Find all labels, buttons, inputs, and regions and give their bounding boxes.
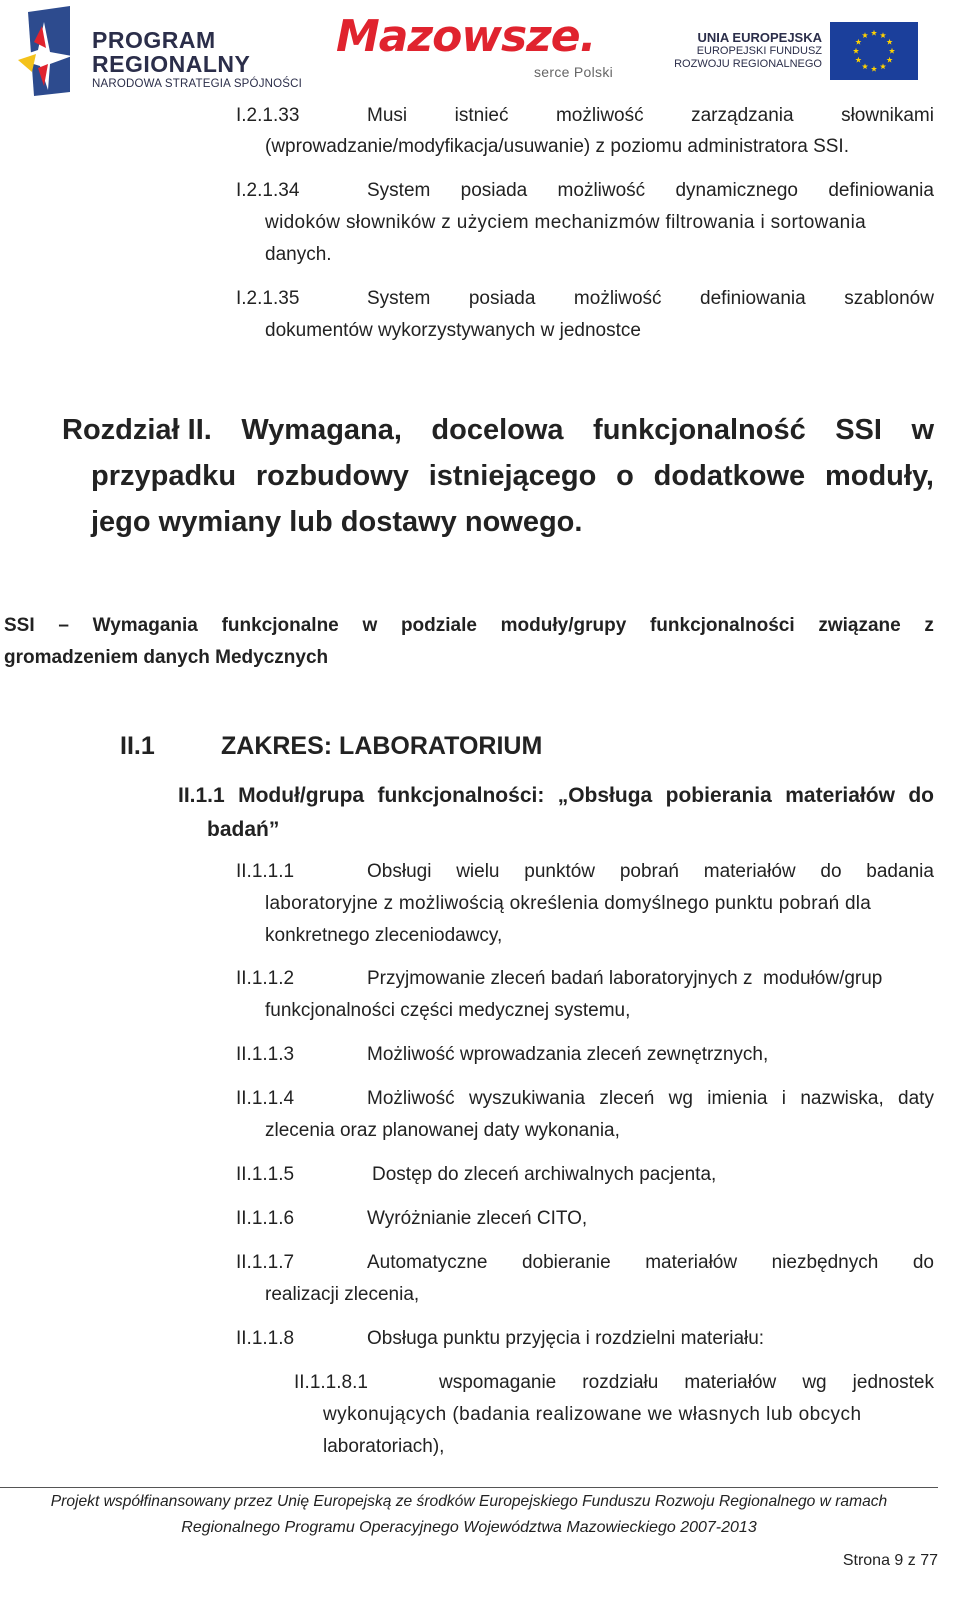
- program-logo-line3: NARODOWA STRATEGIA SPÓJNOŚCI: [92, 78, 303, 90]
- word: funkcjonalności:: [377, 784, 545, 807]
- chapter-heading-line3: jego wymiany lub dostawy nowego.: [91, 506, 583, 538]
- word: do: [820, 861, 842, 882]
- word: nazwiska,: [800, 1088, 884, 1109]
- item-number: II.1.1.4: [236, 1088, 295, 1109]
- word: jednostek: [852, 1372, 934, 1393]
- word: możliwość: [555, 105, 644, 126]
- word: o: [616, 460, 634, 492]
- eu-logo-line3: ROZWOJU REGIONALNEGO: [674, 58, 822, 70]
- footer-line2: Regionalnego Programu Operacyjnego Województwa Mazowieckiego 2007-2013: [181, 1519, 757, 1536]
- word: docelowa: [431, 414, 564, 446]
- word: SSI: [835, 414, 882, 446]
- item-text-line: zlecenia oraz planowanej daty wykonania,: [265, 1120, 620, 1141]
- word: zleceń: [599, 1088, 655, 1109]
- item-first-line: Wyróżnianie zleceń CITO,: [367, 1208, 588, 1229]
- word: definiowania: [700, 288, 806, 309]
- word: i: [781, 1088, 786, 1109]
- ssi-heading-line1: [4, 614, 934, 638]
- word: moduły/grupy: [500, 615, 627, 636]
- word: podziale: [400, 615, 477, 636]
- word: materiałów: [703, 861, 796, 882]
- item-text-line: funkcjonalności części medycznej systemu,: [265, 1000, 631, 1021]
- mazowsze-logo: [336, 11, 614, 80]
- word: wg: [668, 1088, 693, 1109]
- word: funkcjonalne: [221, 615, 339, 636]
- program-regionalny-wordmark: [92, 28, 302, 90]
- word: moduły,: [824, 460, 934, 492]
- word: dodatkowe: [653, 460, 806, 492]
- subsection-heading-line1: [178, 783, 934, 809]
- word: pobierania: [665, 784, 772, 807]
- chapter-heading-line2: [91, 459, 934, 493]
- word: wielu: [456, 861, 500, 882]
- word: materiałów: [785, 784, 895, 807]
- item-text-line: danych.: [265, 244, 332, 265]
- eu-logo-line2: EUROPEJSKI FUNDUSZ: [696, 45, 822, 57]
- word: posiada: [460, 180, 528, 201]
- item-first-line: [367, 104, 934, 128]
- word: Musi: [367, 105, 408, 126]
- word: związane: [818, 615, 901, 636]
- item-first-line: [367, 287, 934, 311]
- item-text-line: (wprowadzanie/modyfikacja/usuwanie) z poziomu administratora SSI.: [265, 136, 849, 157]
- item-number: II.1.1.5: [236, 1164, 295, 1185]
- word: Wymagania: [92, 615, 198, 636]
- section-title: ZAKRES: LABORATORIUM: [221, 732, 543, 760]
- program-logo-line2: REGIONALNY: [92, 51, 251, 77]
- page-header: [0, 0, 960, 100]
- item-number: II.1.1.3: [236, 1044, 295, 1065]
- word: do: [912, 1252, 934, 1273]
- word: imienia: [707, 1088, 768, 1109]
- word: „Obsługa: [557, 784, 653, 807]
- item-first-line: Przyjmowanie zleceń badań laboratoryjnych z modułów/grup: [367, 968, 883, 989]
- word: Automatyczne: [367, 1252, 488, 1273]
- word: szablonów: [844, 288, 934, 309]
- word: przypadku: [91, 460, 237, 492]
- item-text-line: dokumentów wykorzystywanych w jednostce: [265, 320, 641, 341]
- eu-logo-text: [670, 30, 822, 71]
- item-text-line: widoków słowników z użyciem mechanizmów filtrowania i sortowania: [265, 212, 867, 233]
- word: dynamicznego: [675, 180, 799, 201]
- section-number: II.1: [120, 732, 155, 760]
- item-number: I.2.1.35: [236, 288, 300, 309]
- word: II.1.1: [178, 784, 225, 807]
- subitem-text-line: wykonujących (badania realizowane we własnych lub obcych: [323, 1404, 862, 1425]
- ssi-heading-line2: gromadzeniem danych Medycznych: [4, 647, 329, 668]
- word: Obsługi: [367, 861, 432, 882]
- item-first-line: Obsługa punktu przyjęcia i rozdzielni materiału:: [367, 1328, 765, 1349]
- item-first-line: [367, 1087, 934, 1111]
- subitem-number: II.1.1.8.1: [294, 1372, 368, 1393]
- word: pobrań: [619, 861, 679, 882]
- word: rozbudowy: [255, 460, 409, 492]
- word: rozdziału: [582, 1372, 659, 1393]
- subitem-text-line: laboratoriach),: [323, 1436, 445, 1457]
- word: do: [908, 784, 934, 807]
- subsection-heading-line2: badań”: [207, 818, 280, 841]
- word: punktów: [524, 861, 596, 882]
- program-regionalny-logo-icon: [14, 6, 74, 96]
- word: Moduł/grupa: [238, 784, 365, 807]
- item-first-line: [367, 179, 934, 203]
- word: słownikami: [841, 105, 934, 126]
- item-number: I.2.1.34: [236, 180, 300, 201]
- mazowsze-tagline: serce Polski: [534, 64, 614, 80]
- word: wg: [802, 1372, 827, 1393]
- word: System: [367, 288, 431, 309]
- word: niezbędnych: [771, 1252, 879, 1273]
- eu-logo-line1: UNIA EUROPEJSKA: [697, 30, 822, 45]
- word: Możliwość: [367, 1088, 455, 1109]
- word: Rozdział II.: [62, 414, 212, 446]
- item-number: I.2.1.33: [236, 105, 300, 126]
- program-logo-line1: PROGRAM: [92, 27, 216, 53]
- chapter-heading-line1: [62, 413, 934, 447]
- item-first-line: Możliwość wprowadzania zleceń zewnętrznych,: [367, 1044, 769, 1065]
- word: wspomaganie: [439, 1372, 557, 1393]
- word: Wymagana,: [241, 414, 402, 446]
- word: wyszukiwania: [468, 1088, 586, 1109]
- item-text-line: konkretnego zleceniodawcy,: [265, 925, 503, 946]
- word: z: [924, 615, 934, 636]
- mazowsze-wordmark: Mazowsze.: [336, 11, 596, 62]
- footer-divider: [0, 1487, 938, 1488]
- item-first-line: [367, 860, 934, 884]
- word: posiada: [468, 288, 536, 309]
- item-text-line: realizacji zlecenia,: [265, 1284, 420, 1305]
- eu-flag-icon: [830, 22, 918, 80]
- page-number: Strona 9 z 77: [842, 1552, 938, 1569]
- word: –: [58, 615, 69, 636]
- word: badania: [866, 861, 934, 882]
- item-number: II.1.1.8: [236, 1328, 295, 1349]
- word: istnieć: [454, 105, 509, 126]
- word: daty: [898, 1088, 934, 1109]
- item-first-line: Dostęp do zleceń archiwalnych pacjenta,: [372, 1164, 717, 1185]
- word: zarządzania: [691, 105, 794, 126]
- subitem-first-line: [439, 1371, 934, 1395]
- word: istniejącego: [428, 460, 597, 492]
- word: SSI: [4, 615, 35, 636]
- word: możliwość: [573, 288, 662, 309]
- word: możliwość: [557, 180, 646, 201]
- word: definiowania: [828, 180, 934, 201]
- item-number: II.1.1.7: [236, 1252, 295, 1273]
- word: w: [362, 615, 378, 636]
- item-number: II.1.1.1: [236, 861, 295, 882]
- word: dobieranie: [521, 1252, 611, 1273]
- word: materiałów: [645, 1252, 738, 1273]
- word: System: [367, 180, 431, 201]
- word: funkcjonalność: [593, 414, 806, 446]
- word: funkcjonalności: [649, 615, 795, 636]
- item-number: II.1.1.6: [236, 1208, 295, 1229]
- item-text-line: laboratoryjne z możliwością określenia domyślnego punktu pobrań dla: [265, 893, 872, 914]
- footer-line1: Projekt współfinansowany przez Unię Europejską ze środków Europejskiego Funduszu Rozwoju Regionalnego w ramach: [50, 1493, 888, 1510]
- item-first-line: [367, 1251, 934, 1275]
- word: w: [911, 414, 934, 446]
- word: materiałów: [684, 1372, 777, 1393]
- item-number: II.1.1.2: [236, 968, 295, 989]
